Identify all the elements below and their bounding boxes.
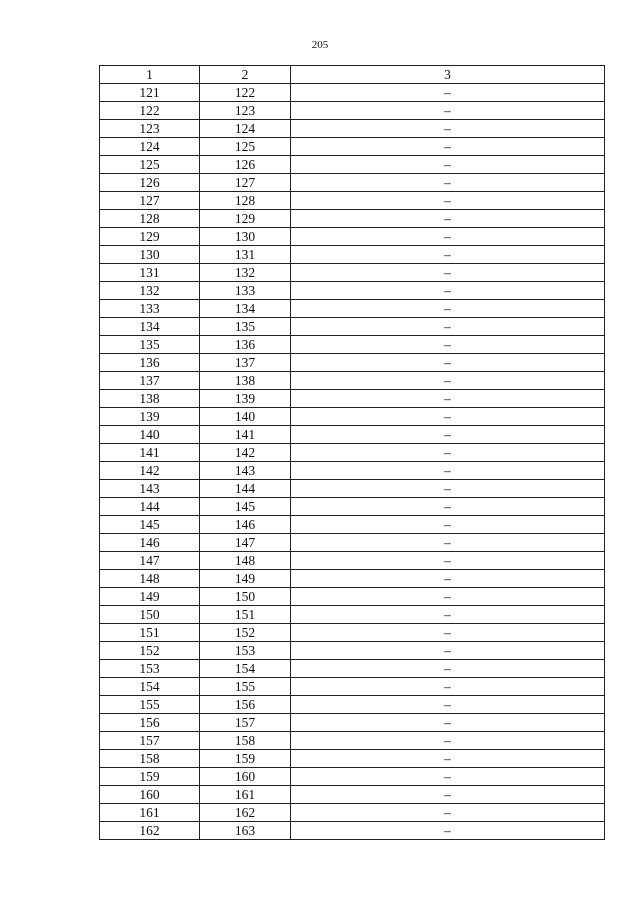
table-cell-col-2: 163 [200,822,291,840]
table-cell-col-3: – [291,462,605,480]
table-cell-col-3: – [291,642,605,660]
table-cell-col-2: 159 [200,750,291,768]
table-cell-col-2: 148 [200,552,291,570]
table-cell-col-2: 131 [200,246,291,264]
table-cell-col-2: 149 [200,570,291,588]
table-cell-col-1: 137 [100,372,200,390]
table-cell-col-3: – [291,480,605,498]
table-row [100,678,605,696]
table-cell-col-3: – [291,192,605,210]
table-cell-col-1: 157 [100,732,200,750]
table-cell-col-3: – [291,174,605,192]
header-cell-col-3: 3 [291,66,605,84]
table-row [100,354,605,372]
table-row [100,606,605,624]
table-cell-col-1: 139 [100,408,200,426]
page-number: 205 [311,39,329,51]
table-cell-col-2: 124 [200,120,291,138]
table-cell-col-2: 146 [200,516,291,534]
table-cell-col-3: – [291,606,605,624]
table-cell-col-2: 158 [200,732,291,750]
table-cell-col-3: – [291,750,605,768]
table-cell-col-3: – [291,84,605,102]
table-cell-col-1: 136 [100,354,200,372]
table-cell-col-1: 124 [100,138,200,156]
table-cell-col-1: 152 [100,642,200,660]
header-cell-col-2: 2 [200,66,291,84]
table-row [100,390,605,408]
table-row [100,480,605,498]
table-cell-col-2: 133 [200,282,291,300]
table-cell-col-2: 151 [200,606,291,624]
table-row [100,534,605,552]
table-row [100,498,605,516]
table-cell-col-2: 154 [200,660,291,678]
table-cell-col-1: 143 [100,480,200,498]
table-cell-col-3: – [291,282,605,300]
table-cell-col-3: – [291,354,605,372]
table-cell-col-2: 144 [200,480,291,498]
table-cell-col-2: 138 [200,372,291,390]
table-cell-col-2: 156 [200,696,291,714]
table-cell-col-1: 154 [100,678,200,696]
table-cell-col-1: 128 [100,210,200,228]
table-row [100,696,605,714]
table-cell-col-2: 152 [200,624,291,642]
table-row [100,318,605,336]
table-cell-col-3: – [291,822,605,840]
table-cell-col-3: – [291,300,605,318]
table-cell-col-2: 128 [200,192,291,210]
table-cell-col-1: 140 [100,426,200,444]
table-cell-col-3: – [291,588,605,606]
table-cell-col-1: 151 [100,624,200,642]
table-row [100,372,605,390]
table-cell-col-1: 129 [100,228,200,246]
table-cell-col-2: 150 [200,588,291,606]
header-row [100,66,605,84]
table-cell-col-2: 125 [200,138,291,156]
table-row [100,138,605,156]
table-header [100,66,605,84]
table-cell-col-3: – [291,534,605,552]
table-cell-col-3: – [291,372,605,390]
table-row [100,804,605,822]
table-cell-col-1: 149 [100,588,200,606]
table-row [100,750,605,768]
table-row [100,624,605,642]
table-cell-col-3: – [291,318,605,336]
table-cell-col-1: 162 [100,822,200,840]
table-cell-col-3: – [291,390,605,408]
table-cell-col-1: 125 [100,156,200,174]
table-row [100,768,605,786]
table-cell-col-2: 157 [200,714,291,732]
table-cell-col-3: – [291,786,605,804]
table-cell-col-1: 127 [100,192,200,210]
table-cell-col-3: – [291,102,605,120]
table-cell-col-1: 132 [100,282,200,300]
table-row [100,282,605,300]
table-cell-col-1: 141 [100,444,200,462]
table-cell-col-1: 135 [100,336,200,354]
table-row [100,102,605,120]
table-cell-col-1: 156 [100,714,200,732]
table-cell-col-1: 121 [100,84,200,102]
table-cell-col-3: – [291,210,605,228]
table-cell-col-1: 130 [100,246,200,264]
table-cell-col-1: 138 [100,390,200,408]
table-cell-col-3: – [291,732,605,750]
header-cell-col-1: 1 [100,66,200,84]
table-cell-col-3: – [291,156,605,174]
table-cell-col-1: 133 [100,300,200,318]
table-row [100,444,605,462]
table-cell-col-3: – [291,714,605,732]
table-cell-col-2: 147 [200,534,291,552]
table-row [100,174,605,192]
table-row [100,408,605,426]
table-row [100,336,605,354]
table-cell-col-3: – [291,228,605,246]
table-cell-col-3: – [291,768,605,786]
table-row [100,462,605,480]
table-row [100,552,605,570]
table-cell-col-3: – [291,426,605,444]
table-cell-col-2: 141 [200,426,291,444]
table-cell-col-1: 126 [100,174,200,192]
table-row [100,192,605,210]
table-cell-col-2: 136 [200,336,291,354]
table-row [100,714,605,732]
table-row [100,588,605,606]
table-cell-col-2: 142 [200,444,291,462]
table-row [100,300,605,318]
table-cell-col-1: 144 [100,498,200,516]
table-cell-col-1: 158 [100,750,200,768]
table-cell-col-2: 145 [200,498,291,516]
table-row [100,570,605,588]
table-cell-col-2: 143 [200,462,291,480]
table-row [100,264,605,282]
table-row [100,210,605,228]
table-cell-col-1: 155 [100,696,200,714]
table-row [100,516,605,534]
table-cell-col-1: 150 [100,606,200,624]
table-cell-col-3: – [291,678,605,696]
table-cell-col-2: 140 [200,408,291,426]
table-row [100,642,605,660]
table-row [100,786,605,804]
table-row [100,228,605,246]
table-cell-col-1: 159 [100,768,200,786]
table-row [100,246,605,264]
table-cell-col-1: 142 [100,462,200,480]
table-body [100,84,605,840]
table-cell-col-3: – [291,552,605,570]
table-cell-col-3: – [291,264,605,282]
table-cell-col-2: 130 [200,228,291,246]
table-cell-col-2: 160 [200,768,291,786]
table-cell-col-2: 127 [200,174,291,192]
table-cell-col-2: 155 [200,678,291,696]
table-cell-col-3: – [291,660,605,678]
table-row [100,156,605,174]
table-cell-col-3: – [291,444,605,462]
table-cell-col-3: – [291,138,605,156]
table-cell-col-2: 122 [200,84,291,102]
table-cell-col-2: 137 [200,354,291,372]
table-row [100,84,605,102]
data-table [99,65,605,840]
table-cell-col-1: 153 [100,660,200,678]
table-row [100,732,605,750]
table-cell-col-3: – [291,570,605,588]
table-cell-col-2: 162 [200,804,291,822]
table-cell-col-3: – [291,624,605,642]
table-cell-col-2: 129 [200,210,291,228]
table-cell-col-2: 161 [200,786,291,804]
table-cell-col-1: 161 [100,804,200,822]
table-cell-col-3: – [291,498,605,516]
table-cell-col-1: 147 [100,552,200,570]
table-cell-col-3: – [291,246,605,264]
table-cell-col-3: – [291,120,605,138]
table-cell-col-1: 131 [100,264,200,282]
table-row [100,822,605,840]
table-cell-col-2: 123 [200,102,291,120]
table-cell-col-1: 145 [100,516,200,534]
table-cell-col-1: 148 [100,570,200,588]
table-cell-col-2: 134 [200,300,291,318]
table-cell-col-2: 132 [200,264,291,282]
table-cell-col-2: 135 [200,318,291,336]
table-cell-col-1: 134 [100,318,200,336]
table-cell-col-2: 153 [200,642,291,660]
table-cell-col-1: 123 [100,120,200,138]
table-cell-col-1: 122 [100,102,200,120]
table-row [100,426,605,444]
table-cell-col-2: 126 [200,156,291,174]
table-row [100,120,605,138]
table-cell-col-1: 146 [100,534,200,552]
table-cell-col-3: – [291,804,605,822]
table-cell-col-3: – [291,408,605,426]
table-cell-col-2: 139 [200,390,291,408]
table-cell-col-1: 160 [100,786,200,804]
table-cell-col-3: – [291,696,605,714]
table-row [100,660,605,678]
table-cell-col-3: – [291,336,605,354]
table-cell-col-3: – [291,516,605,534]
